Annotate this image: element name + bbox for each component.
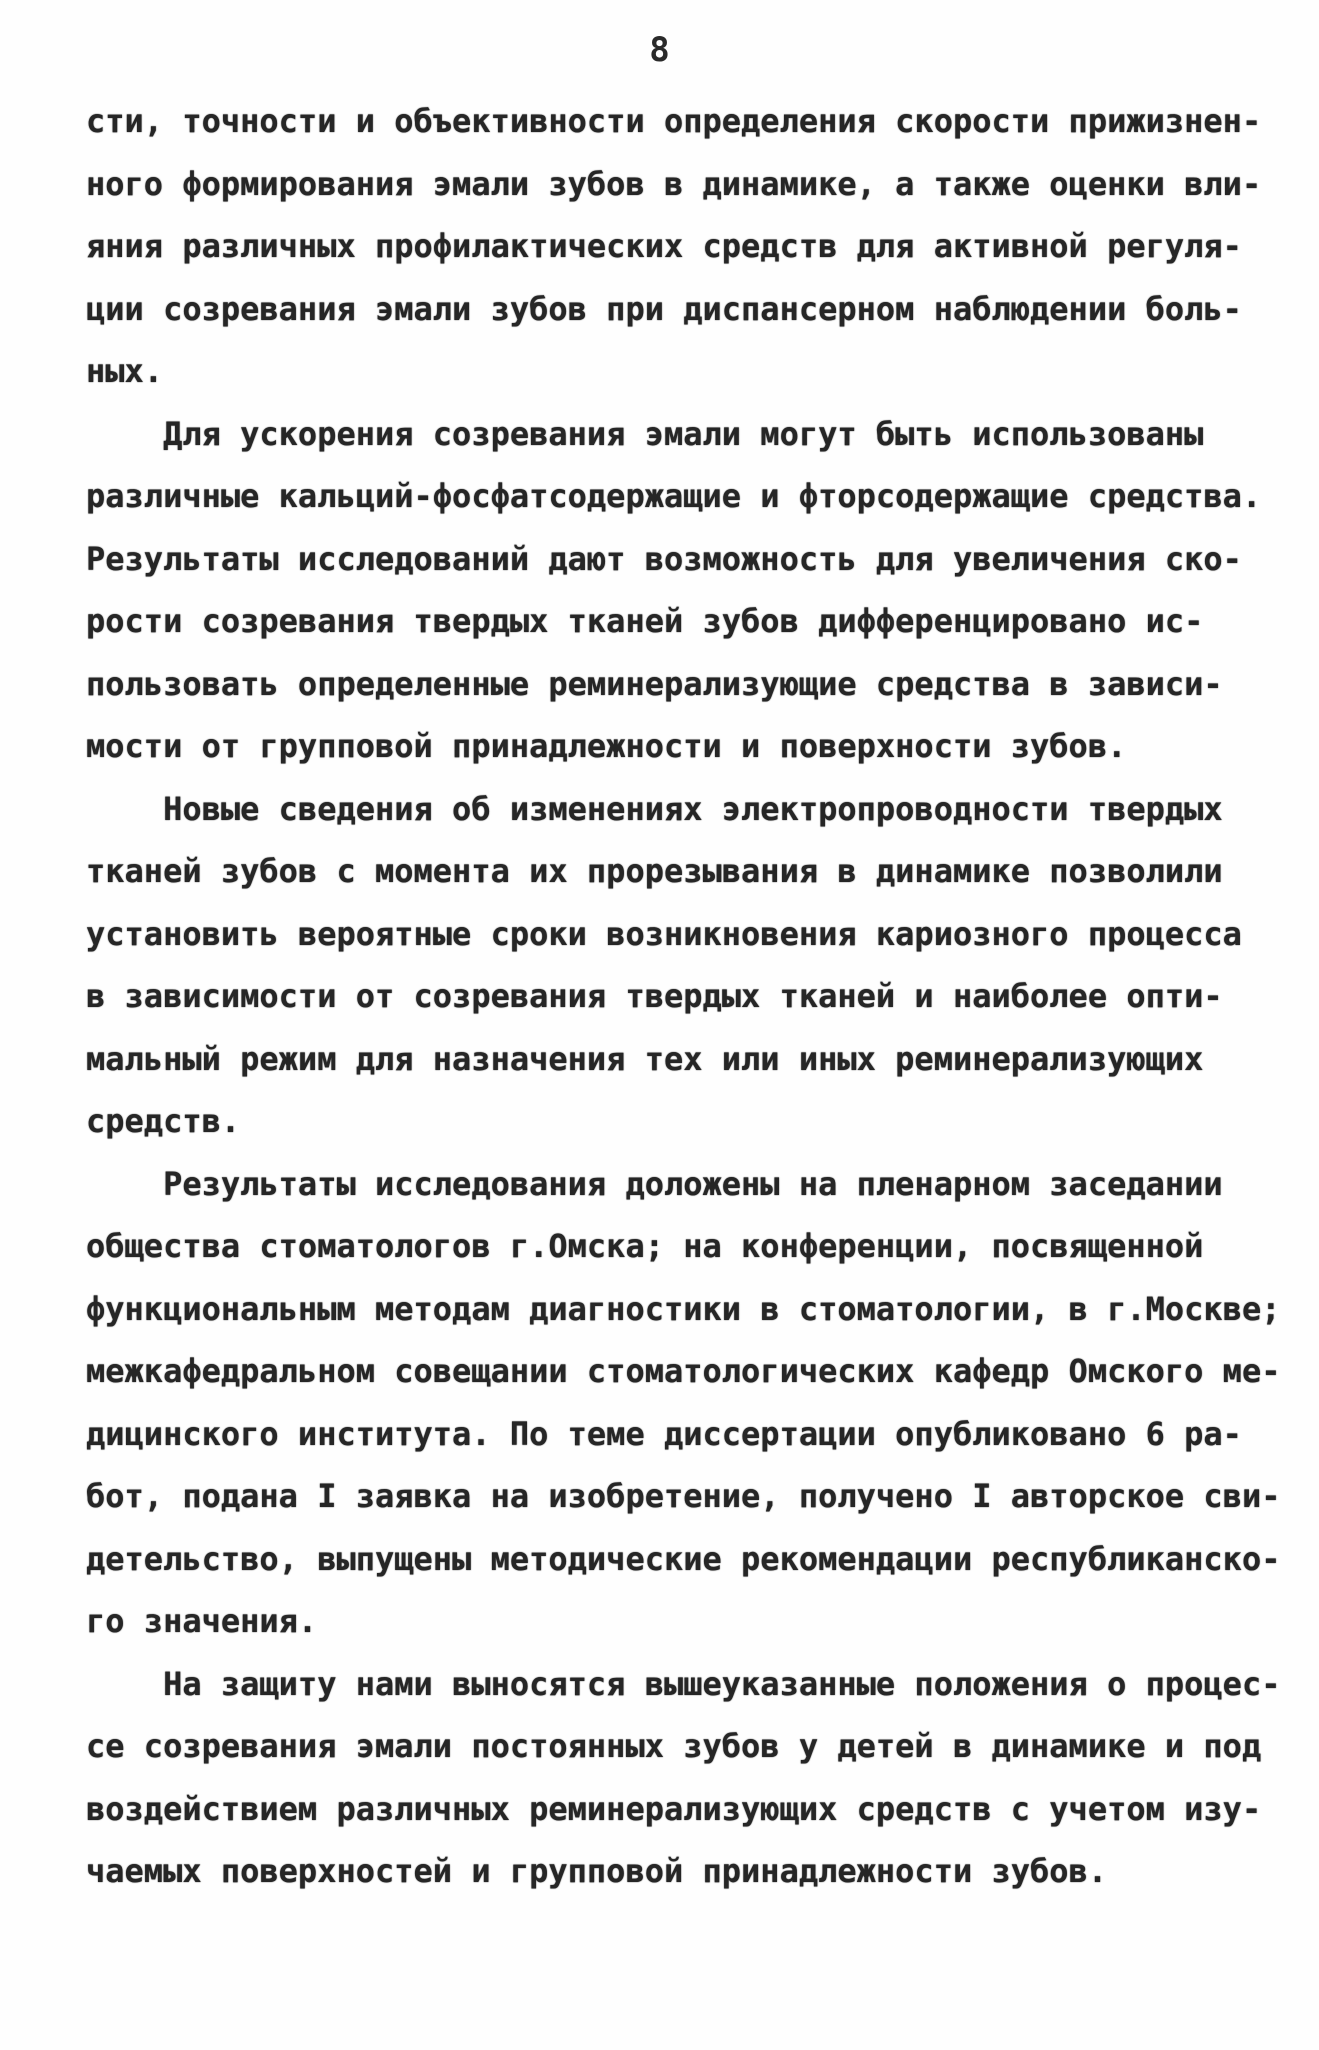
text-line: установить вероятные сроки возникновения кариозного процесса [86,914,1242,953]
body-text [86,90,1281,1903]
text-line: мальный режим для назначения тех или иных реминерализующих [86,1039,1204,1078]
paragraph-4 [86,1153,1281,1653]
text-line: рости созревания твердых тканей зубов дифференцировано ис- [86,602,1204,640]
text-line: пользовать определенные реминерализующие средства в зависи- [86,664,1223,703]
text-line: се созревания эмали постоянных зубов у детей в динамике и под [86,1727,1262,1765]
text-line: яния различных профилактических средств для активной регуля- [86,227,1242,265]
text-line: мости от групповой принадлежности и поверхности зубов. [86,727,1127,765]
text-line: Результаты исследования доложены на пленарном заседании [86,1164,1223,1203]
text-line: межкафедральном совещании стоматологических кафедр Омского ме- [86,1352,1281,1390]
text-line: воздействием различных реминерализующих средств с учетом изу- [86,1789,1262,1828]
text-line: го значения. [86,1602,318,1640]
page-number: 8 [649,30,670,70]
text-line: Новые сведения об изменениях электропроводности твердых [86,789,1223,828]
text-line: чаемых поверхностей и групповой принадлежности зубов. [86,1852,1108,1890]
text-line: ции созревания эмали зубов при диспансерном наблюдении боль- [86,289,1242,328]
text-line: сти, точности и объективности определения скорости прижизнен- [86,102,1262,140]
text-line: На защиту нами выносятся вышеуказанные положения о процес- [86,1664,1281,1703]
text-line: бот, подана I заявка на изобретение, получено I авторское сви- [86,1477,1281,1515]
paragraph-2 [86,403,1262,778]
paragraph-5 [86,1653,1281,1903]
text-line: ных. [86,352,164,390]
text-line: различные кальций-фосфатсодержащие и фторсодержащие средства. [86,477,1262,515]
text-line: в зависимости от созревания твердых тканей и наиболее опти- [86,977,1223,1015]
text-line: средств. [86,1102,241,1140]
text-line: Для ускорения созревания эмали могут быть использованы [86,414,1204,453]
paragraph-1 [86,90,1262,403]
text-line: детельство, выпущены методические рекомендации республиканско- [86,1539,1281,1578]
paragraph-3 [86,778,1242,1153]
text-line: Результаты исследований дают возможность для увеличения ско- [86,539,1242,578]
text-line: тканей зубов с момента их прорезывания в динамике позволили [86,852,1223,890]
text-line: функциональным методам диагностики в стоматологии, в г.Москве; [86,1289,1281,1328]
text-line: ного формирования эмали зубов в динамике, а также оценки вли- [86,164,1262,203]
text-line: дицинского института. По теме диссертации опубликовано 6 ра- [86,1414,1242,1453]
text-line: общества стоматологов г.Омска; на конференции, посвященной [86,1227,1204,1265]
